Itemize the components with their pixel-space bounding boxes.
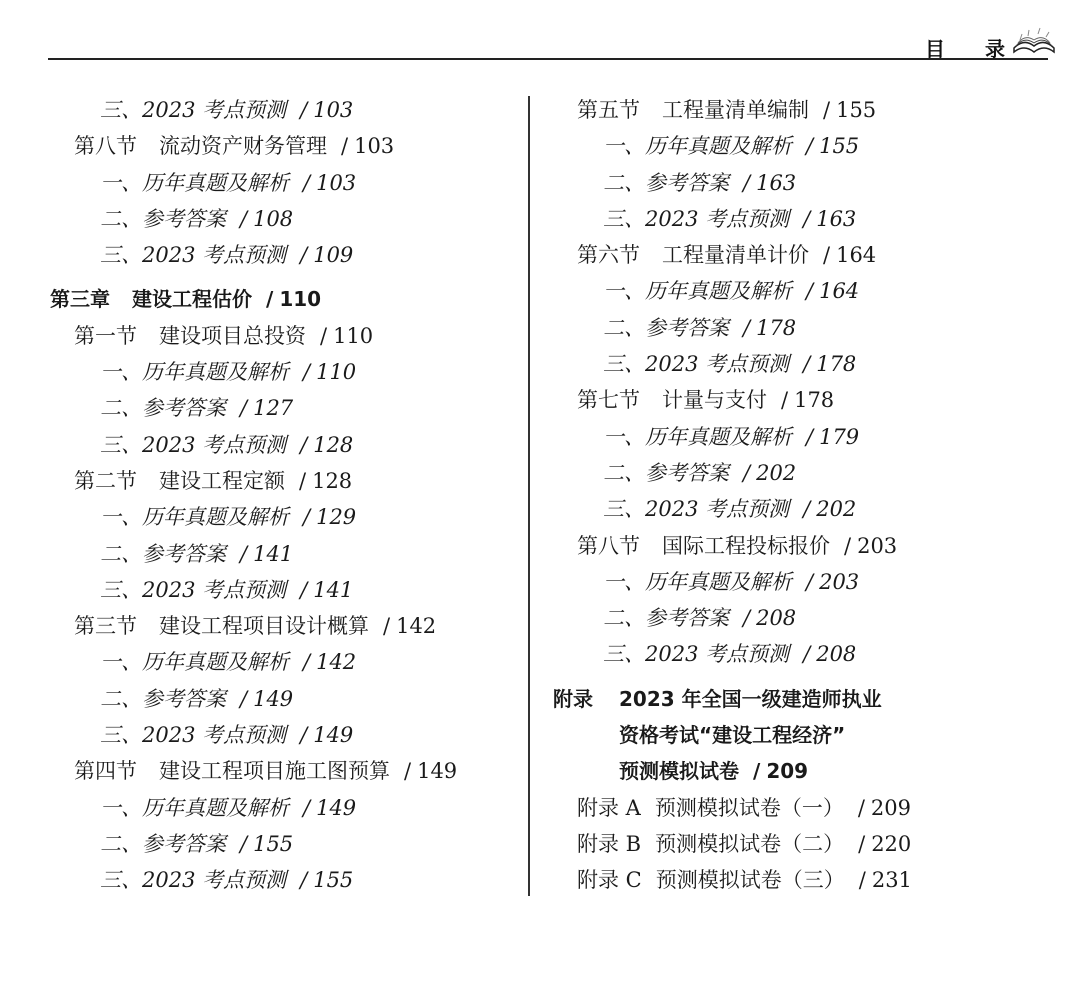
toc-subsection: 三、2023 考点预测 / 163 — [603, 206, 857, 231]
appendix-title-text: 2023 年全国一级建造师执业 — [619, 686, 882, 711]
toc-subsection: 一、历年真题及解析 / 203 — [603, 569, 860, 594]
toc-page-number: 149 — [313, 723, 354, 748]
toc-entry-label: 二、参考答案 — [100, 686, 226, 711]
toc-page-number: 127 — [253, 396, 294, 421]
toc-page-number: 202 — [756, 460, 797, 485]
appendix-title-line — [619, 717, 882, 753]
toc-entry-label: 二、参考答案 — [100, 831, 226, 856]
toc-entry-label: 三、2023 考点预测 — [603, 206, 790, 231]
toc-subsection: 二、参考答案 / 178 — [603, 315, 797, 340]
toc-entry-label: 附录 A — [577, 795, 641, 820]
toc-page-number: 142 — [316, 650, 357, 675]
toc-entry-title: 建设项目总投资 — [159, 323, 306, 348]
toc-entry-label: 一、历年真题及解析 — [100, 795, 289, 820]
toc-subsection: 二、参考答案 / 127 — [100, 396, 294, 421]
toc-page-number: 164 — [836, 243, 877, 268]
toc-entry-label: 二、参考答案 — [100, 396, 226, 421]
toc-subsection: 二、参考答案 / 141 — [100, 541, 294, 566]
toc-entry-label: 第二节 — [74, 468, 137, 493]
toc-entry-label: 三、2023 考点预测 — [100, 723, 287, 748]
toc-entry-label: 第八节 — [577, 533, 640, 558]
toc-page-number: 155 — [253, 831, 294, 856]
toc-entry-label: 一、历年真题及解析 — [603, 424, 792, 449]
toc-section: 第四节 建设工程项目施工图预算 / 149 — [74, 759, 458, 784]
toc-entry-label: 一、历年真题及解析 — [603, 279, 792, 304]
toc-entry-label: 二、参考答案 — [603, 170, 729, 195]
toc-page-number: 128 — [312, 468, 353, 493]
toc-page-number: 149 — [316, 795, 357, 820]
toc-page-number: 110 — [279, 287, 322, 312]
toc-subsection: 三、2023 考点预测 / 103 — [100, 98, 354, 122]
toc-entry-title: 流动资产财务管理 — [159, 134, 327, 159]
toc-section: 第二节 建设工程定额 / 128 — [74, 468, 353, 493]
toc-entry-label: 二、参考答案 — [603, 460, 729, 485]
toc-entry-title: 预测模拟试卷（二） — [655, 831, 845, 856]
appendix-tag: 附录 — [553, 686, 593, 711]
toc-page-number: 202 — [816, 497, 857, 522]
toc-section: 第五节 工程量清单编制 / 155 — [577, 98, 877, 122]
toc-left-column — [50, 92, 520, 899]
toc-page-number: 128 — [313, 432, 354, 457]
toc-entry-title: 工程量清单编制 — [662, 98, 809, 122]
toc-subsection: 一、历年真题及解析 / 149 — [100, 795, 357, 820]
toc-page-number: 155 — [819, 134, 860, 159]
toc-page-number: 103 — [354, 134, 395, 159]
toc-page-number: 108 — [253, 206, 294, 231]
toc-page-number: 163 — [816, 206, 857, 231]
header-title-left: 目 — [925, 37, 945, 61]
toc-page-number: 209 — [870, 795, 912, 820]
toc-page-number: 110 — [333, 323, 374, 348]
toc-page-number: 208 — [756, 606, 797, 631]
toc-entry-title: 建设工程项目施工图预算 — [159, 759, 390, 784]
toc-subsection: 二、参考答案 / 208 — [603, 606, 797, 631]
toc-page-number: 155 — [836, 98, 877, 122]
toc-entry-label: 三、2023 考点预测 — [100, 98, 287, 122]
toc-subsection: 三、2023 考点预测 / 208 — [603, 642, 857, 667]
toc-subsection: 一、历年真题及解析 / 164 — [603, 279, 860, 304]
toc-page-number: 149 — [417, 759, 458, 784]
toc-section: 第八节 流动资产财务管理 / 103 — [74, 134, 395, 159]
toc-appendix-item: 附录 B 预测模拟试卷（二） / 220 — [577, 831, 912, 856]
toc-page-number: 203 — [819, 569, 860, 594]
toc-entry-label: 二、参考答案 — [603, 606, 729, 631]
toc-entry-title: 工程量清单计价 — [662, 243, 809, 268]
toc-entry-label: 附录 C — [577, 868, 642, 893]
toc-subsection: 一、历年真题及解析 / 179 — [603, 424, 860, 449]
toc-entry-label: 第四节 — [74, 759, 137, 784]
toc-entry-label: 一、历年真题及解析 — [100, 505, 289, 530]
toc-section: 第一节 建设项目总投资 / 110 — [74, 323, 374, 348]
toc-entry-label: 第三节 — [74, 614, 137, 639]
toc-page-number: 178 — [756, 315, 797, 340]
appendix-title-text: 资格考试“建设工程经济” — [619, 723, 846, 748]
toc-chapter: 第三章 建设工程估价 / 110 — [50, 287, 322, 312]
toc-page-number: 109 — [313, 243, 354, 268]
appendix-title-text: 预测模拟试卷 — [619, 759, 739, 784]
toc-page-number: 178 — [816, 352, 857, 377]
toc-appendix-item: 附录 A 预测模拟试卷（一） / 209 — [577, 795, 912, 820]
header-title-right: 录 — [985, 37, 1005, 61]
toc-page-number: 163 — [756, 170, 797, 195]
toc-page-number: 178 — [794, 388, 835, 413]
toc-right-column — [553, 92, 1063, 899]
toc-entry-label: 三、2023 考点预测 — [603, 352, 790, 377]
toc-entry-label: 第一节 — [74, 323, 137, 348]
toc-subsection: 二、参考答案 / 163 — [603, 170, 797, 195]
toc-page-number: 142 — [396, 614, 437, 639]
toc-subsection: 三、2023 考点预测 / 109 — [100, 243, 354, 268]
toc-entry-title: 建设工程项目设计概算 — [159, 614, 369, 639]
toc-subsection: 二、参考答案 / 149 — [100, 686, 294, 711]
toc-entry-label: 三、2023 考点预测 — [100, 432, 287, 457]
toc-subsection: 二、参考答案 / 155 — [100, 831, 294, 856]
toc-page-number: 149 — [253, 686, 294, 711]
toc-entry-label: 第五节 — [577, 98, 640, 122]
toc-entry-label: 一、历年真题及解析 — [603, 569, 792, 594]
toc-page-number: 231 — [871, 868, 912, 893]
toc-subsection: 三、2023 考点预测 / 178 — [603, 352, 857, 377]
toc-entry-label: 三、2023 考点预测 — [100, 243, 287, 268]
toc-entry-label: 第七节 — [577, 388, 640, 413]
toc-entry-label: 第六节 — [577, 243, 640, 268]
toc-entry-label: 一、历年真题及解析 — [100, 650, 289, 675]
toc-entry-title: 建设工程估价 — [132, 287, 252, 312]
toc-page-number: 208 — [816, 642, 857, 667]
toc-page-number: 103 — [313, 98, 354, 122]
toc-entry-label: 一、历年真题及解析 — [603, 134, 792, 159]
appendix-title-block — [619, 681, 882, 790]
column-divider — [528, 96, 530, 896]
toc-section: 第三节 建设工程项目设计概算 / 142 — [74, 614, 437, 639]
toc-entry-label: 三、2023 考点预测 — [100, 577, 287, 602]
toc-subsection: 二、参考答案 / 108 — [100, 206, 294, 231]
toc-subsection: 一、历年真题及解析 / 129 — [100, 505, 357, 530]
toc-page-number: 110 — [316, 360, 357, 385]
toc-entry-label: 第三章 — [50, 287, 110, 312]
toc-page-number: 164 — [819, 279, 860, 304]
toc-page-number: 155 — [313, 868, 354, 893]
toc-entry-title: 计量与支付 — [662, 388, 767, 413]
toc-entry-label: 二、参考答案 — [100, 541, 226, 566]
toc-entry-title: 预测模拟试卷（一） — [654, 795, 844, 820]
toc-page-number: 103 — [316, 170, 357, 195]
header-rule — [48, 58, 1048, 60]
toc-subsection: 一、历年真题及解析 / 142 — [100, 650, 357, 675]
toc-page-number: 141 — [313, 577, 354, 602]
toc-entry-title: 预测模拟试卷（三） — [655, 868, 845, 893]
open-book-icon — [1010, 22, 1058, 62]
toc-entry-label: 一、历年真题及解析 — [100, 360, 289, 385]
toc-subsection: 三、2023 考点预测 / 128 — [100, 432, 354, 457]
toc-subsection: 二、参考答案 / 202 — [603, 460, 797, 485]
toc-appendix-item: 附录 C 预测模拟试卷（三） / 231 — [577, 868, 912, 893]
toc-subsection: 一、历年真题及解析 / 103 — [100, 170, 357, 195]
toc-subsection: 三、2023 考点预测 / 149 — [100, 723, 354, 748]
toc-section: 第七节 计量与支付 / 178 — [577, 388, 835, 413]
toc-page-number: 220 — [871, 831, 912, 856]
toc-entry-title: 国际工程投标报价 — [662, 533, 830, 558]
toc-page-number: 141 — [253, 541, 294, 566]
toc-subsection: 一、历年真题及解析 / 155 — [603, 134, 860, 159]
toc-entry-title: 建设工程定额 — [159, 468, 285, 493]
toc-entry-label: 三、2023 考点预测 — [603, 497, 790, 522]
toc-subsection: 三、2023 考点预测 / 202 — [603, 497, 857, 522]
toc-entry-label: 第八节 — [74, 134, 137, 159]
toc-entry-label: 二、参考答案 — [100, 206, 226, 231]
toc-page-number: 129 — [316, 505, 357, 530]
appendix-title-line — [619, 681, 882, 717]
toc-entry-label: 三、2023 考点预测 — [603, 642, 790, 667]
appendix-title-line: 预测模拟试卷 / 209 — [619, 759, 809, 784]
toc-section: 第六节 工程量清单计价 / 164 — [577, 243, 877, 268]
toc-subsection: 三、2023 考点预测 / 155 — [100, 868, 354, 893]
toc-section: 第八节 国际工程投标报价 / 203 — [577, 533, 898, 558]
toc-subsection: 三、2023 考点预测 / 141 — [100, 577, 354, 602]
toc-entry-label: 一、历年真题及解析 — [100, 170, 289, 195]
toc-page-number: 203 — [857, 533, 898, 558]
toc-page-number: 179 — [819, 424, 860, 449]
toc-page-number: 209 — [766, 759, 809, 784]
toc-appendix — [553, 681, 1063, 790]
toc-entry-label: 附录 B — [577, 831, 642, 856]
toc-subsection: 一、历年真题及解析 / 110 — [100, 360, 357, 385]
toc-entry-label: 二、参考答案 — [603, 315, 729, 340]
toc-entry-label: 三、2023 考点预测 — [100, 868, 287, 893]
